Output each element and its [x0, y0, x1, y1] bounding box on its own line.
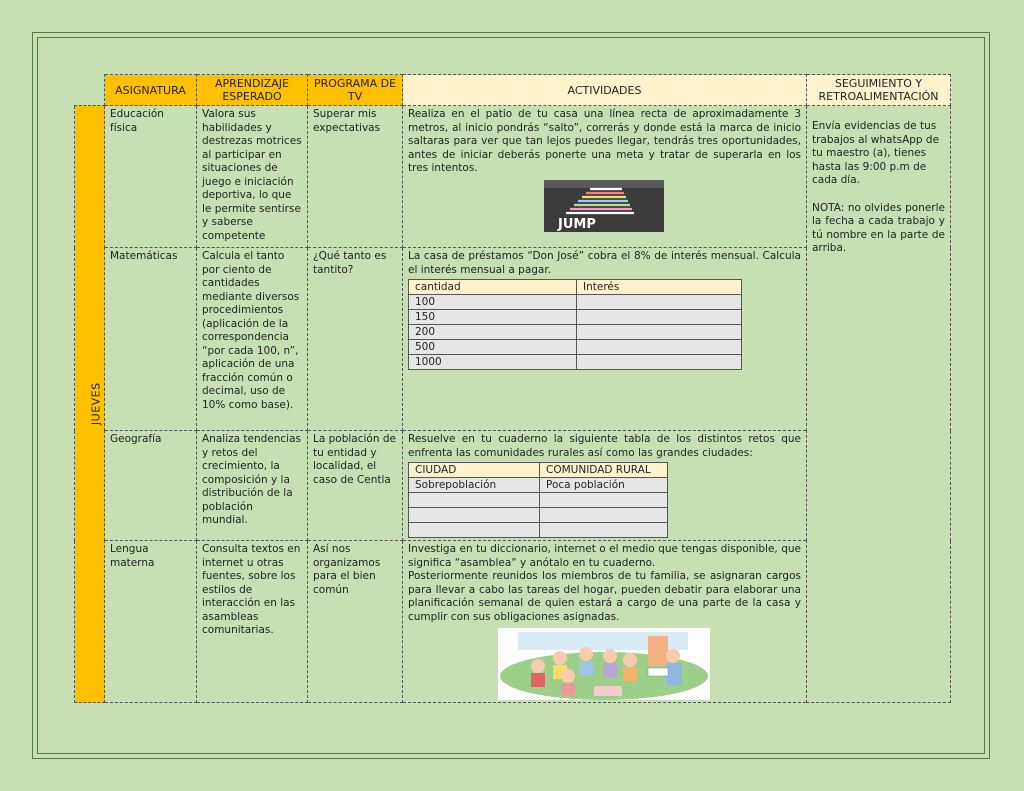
cell-programa: Así nos organizamos para el bien común — [308, 541, 403, 703]
table-cell: 200 — [409, 325, 577, 340]
day-label: JUEVES — [89, 382, 103, 425]
table-cell — [540, 493, 668, 508]
table-cell: 1000 — [409, 355, 577, 370]
table-row — [409, 310, 742, 325]
table-cell: Sobrepoblación — [409, 478, 540, 493]
table-cell: 100 — [409, 295, 577, 310]
table-cell — [409, 493, 540, 508]
table-cell — [577, 310, 742, 325]
table-cell — [577, 295, 742, 310]
actividad-text: La casa de préstamos “Don José” cobra el 8% de interés mensual. Calcula el interés mensual a pagar. — [408, 250, 801, 276]
table-row — [409, 493, 668, 508]
cell-aprendizaje: Consulta textos en internet u otras fuentes, sobre los estilos de interacción en las asambleas comunitarias. — [197, 541, 308, 703]
row-educacion-fisica — [75, 106, 951, 248]
header-aprendizaje: APRENDIZAJE ESPERADO — [197, 75, 308, 106]
cell-actividad — [403, 248, 807, 431]
header-asignatura: ASIGNATURA — [105, 75, 197, 106]
day-cell — [75, 106, 105, 703]
table-cell — [577, 340, 742, 355]
family-meeting-image — [498, 628, 710, 700]
table-row — [409, 355, 742, 370]
schedule-table — [74, 74, 951, 703]
cell-actividad — [403, 106, 807, 248]
table-header: CIUDAD — [409, 463, 540, 478]
table-row — [409, 325, 742, 340]
jump-image — [544, 180, 664, 232]
table-cell — [409, 523, 540, 538]
seguimiento-text-2: NOTA: no olvides ponerle la fecha a cada trabajo y tú nombre en la parte de arriba. — [812, 201, 945, 254]
cell-actividad — [403, 541, 807, 703]
table-cell — [409, 508, 540, 523]
table-cell: 500 — [409, 340, 577, 355]
actividad-text-1: Investiga en tu diccionario, internet o el medio que tengas disponible, que significa “asamblea” y anótalo en tu cuaderno. — [408, 543, 801, 569]
table-row — [409, 295, 742, 310]
cell-asignatura: Geografía — [105, 431, 197, 541]
header-seguimiento: SEGUIMIENTO Y RETROALIMENTACIÓN — [807, 75, 951, 106]
table-header: Interés — [577, 280, 742, 295]
interest-table — [408, 279, 742, 370]
actividad-text: Resuelve en tu cuaderno la siguiente tabla de los distintos retos que enfrenta las comunidades rurales así como las grandes ciudades: — [408, 433, 801, 459]
cell-aprendizaje: Valora sus habilidades y destrezas motrices al participar en situaciones de juego e iniciación deportiva, lo que le permite sentirse y saberse competente — [197, 106, 308, 248]
table-row — [409, 478, 668, 493]
seguimiento-text-1: Envía evidencias de tus trabajos al whatsApp de tu maestro (a), tienes hasta las 9:00 p.m de cada día. — [812, 120, 940, 186]
table-cell — [540, 508, 668, 523]
actividad-text-2: Posteriormente reunidos los miembros de tu familia, se asignaran cargos para llevar a cabo las tareas del hogar, pueden debatir para elaborar una planificación semanal de quien estará a cargo de una parte de la casa y cumplir con sus obligaciones asignadas. — [408, 570, 801, 623]
cell-aprendizaje: Analiza tendencias y retos del crecimiento, la composición y la distribución de la población mundial. — [197, 431, 308, 541]
cell-aprendizaje: Calcula el tanto por ciento de cantidades mediante diversos procedimientos (aplicación de la correspondencia “por cada 100, n”, aplicación de una fracción común o decimal, uso de 10% como base). — [197, 248, 308, 431]
table-row — [409, 523, 668, 538]
header-blank — [75, 75, 105, 106]
header-programa: PROGRAMA DE TV — [308, 75, 403, 106]
ciudad-rural-table — [408, 462, 668, 538]
table-header: COMUNIDAD RURAL — [540, 463, 668, 478]
table-cell — [540, 523, 668, 538]
table-cell — [577, 325, 742, 340]
header-actividades: ACTIVIDADES — [403, 75, 807, 106]
table-cell: Poca población — [540, 478, 668, 493]
table-row — [409, 340, 742, 355]
cell-programa: La población de tu entidad y localidad, el caso de Centla — [308, 431, 403, 541]
actividad-text: Realiza en el patio de tu casa una línea recta de aproximadamente 3 metros, al inicio pondrás “salto”, correrás y donde está la marca de inicio saltaras para ver que tan lejos puedes llegar, tendrás tres oportunidades, antes de iniciar deberás ponerte una meta y tratar de superarla en los tres intentos. — [408, 108, 801, 174]
jump-image-text: JUMP — [558, 216, 596, 232]
table-cell — [577, 355, 742, 370]
cell-actividad — [403, 431, 807, 541]
cell-programa: ¿Qué tanto es tantito? — [308, 248, 403, 431]
table-row — [409, 508, 668, 523]
cell-seguimiento — [807, 106, 951, 703]
table-header: cantidad — [409, 280, 577, 295]
cell-asignatura: Lengua materna — [105, 541, 197, 703]
cell-asignatura: Matemáticas — [105, 248, 197, 431]
table-cell: 150 — [409, 310, 577, 325]
cell-asignatura: Educación física — [105, 106, 197, 248]
cell-programa: Superar mis expectativas — [308, 106, 403, 248]
